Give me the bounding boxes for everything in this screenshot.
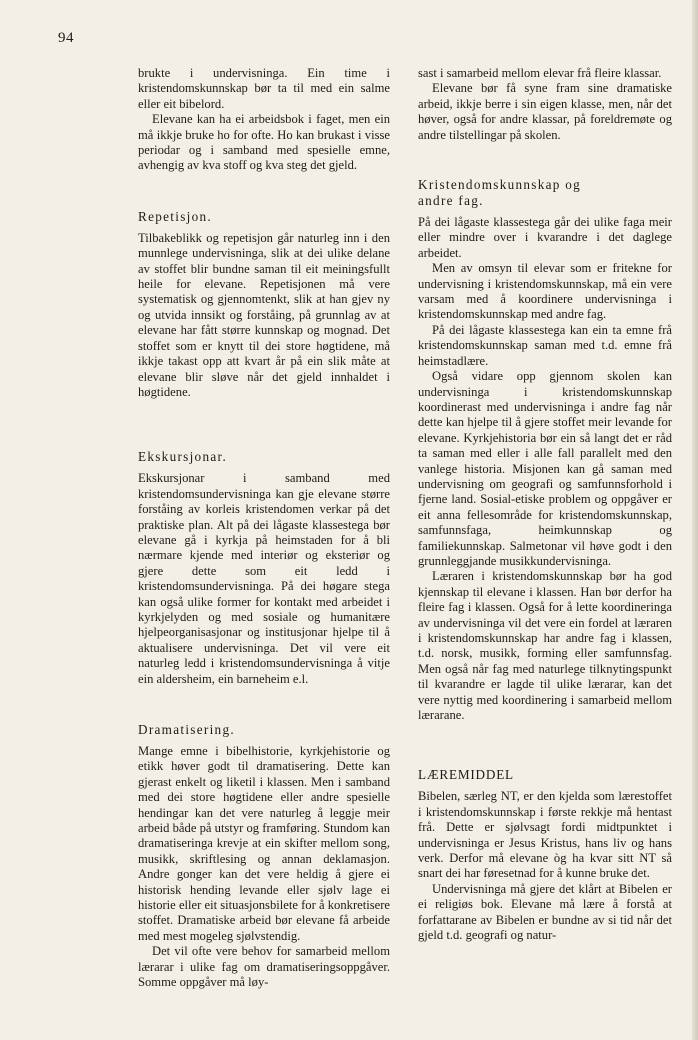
paragraph: Ekskursjonar i samband med kristendomsundervisninga kan gje elevane større forståing av korleis kristendomen verkar på det praktiske plan. Alt på dei lågaste klassestega bør elevane gå i kyrkja på heimstaden for å bli nærmare kjende med interiør og eksteriør og gjere dette som eit ledd i kristendomsundervisninga. På dei høgare stega kan også ulike former for kontakt med arbeidet i kyrkjelyden og med sosiale og humanitære hjelpeorganisasjonar og institusjonar hjelpe til å aktualisere undervisninga. Det vil vere eit naturleg ledd i kristendomsundervisninga å vitje ein aldersheim, ein barneheim e.l. (138, 471, 390, 686)
section-repetisjon (138, 209, 390, 400)
section-dramatisering (138, 722, 390, 991)
paragraph: Elevane kan ha ei arbeidsbok i faget, men ein må ikkje bruke ho for ofte. Ho kan brukast i visse periodar og i samband med spesielle emne, avhengig av kva stoff og kva steg det gjeld. (138, 112, 390, 173)
right-intro (418, 66, 672, 143)
paragraph: sast i samarbeid mellom elevar frå fleire klassar. (418, 66, 662, 80)
paragraph: Bibelen, særleg NT, er den kjelda som lærestoffet i kristendomskunnskap i første rekkje må hentast frå. Dette er sjølvsagt fordi midtpunktet i undervisninga er Jesus Kristus, hans liv og hans verk. Derfor må elevane òg ha kvar sitt NT så snart dei har føresetnad for å kunne bruke det. (418, 789, 672, 881)
paragraph: Men av omsyn til elevar som er fritekne for undervisning i kristendomskunnskap, må ein vere varsam med å koordinere undervisninga i kristendomskunnskap med andre fag. (418, 261, 672, 322)
paragraph: Også vidare opp gjennom skolen kan undervisninga i kristendomskunnskap koordinerast med undervisninga i andre fag når dette kan hjelpe til å gjere stoffet meir levande for elevane. Kyrkjehistoria bør ein så langt det er råd ta saman med eller i alle fall parallelt med den vanlege historia. Misjonen kan gå saman med undervisning om geografi og samfunnsforhold i fjerne land. Sosial-etiske problem og oppgåver er eit anna fellesområde for kristendomskunnskap, samfunnsfaga, heimkunnskap og familiekunnskap. Salmetonar vil høve godt i den grunnleggjande musikkundervisninga. (418, 369, 672, 568)
paragraph: Elevane bør få syne fram sine dramatiske arbeid, ikkje berre i sin eigen klasse, men, når det høver, også for andre klassar, på foreldremøte og andre tilstellingar på skolen. (418, 81, 672, 142)
section-ekskursjonar (138, 449, 390, 687)
left-intro (138, 66, 390, 174)
paragraph: På dei lågaste klassestega går dei ulike faga meir eller mindre over i kvarandre i det daglege arbeidet. (418, 215, 672, 260)
left-column (138, 66, 390, 991)
paragraph: Undervisninga må gjere det klårt at Bibelen er ei religiøs bok. Elevane må lære å forstå at forfattarane av Bibelen er bundne av si tid når det gjeld t.d. geografi og natur- (418, 881, 672, 943)
paragraph: brukte i undervisninga. Ein time i kristendomskunnskap bør ta til med ein salme eller eit bibelord. (138, 66, 390, 111)
paragraph: Læraren i kristendomskunnskap bør ha god kjennskap til elevane i klassen. Han bør derfor ha fleire fag i klassen. Også for å lette koordineringa av undervisninga vil det vere ein fordel at læraren i kristendomskunnskap har andre fag i klassen, t.d. norsk, musikk, forming eller samfunnsfag. Men også når fag med naturlege tilknytingspunkt til kvarandre er lagde til ulike lærarar, kan det vere nyttig med koordinering i samarbeid mellom lærarane. (418, 569, 672, 723)
section-heading: Ekskursjonar. (138, 449, 228, 465)
paragraph: Det vil ofte vere behov for samarbeid mellom lærarar i ulike fag om dramatiseringsoppgåver. Somme oppgåver må løy- (138, 944, 390, 990)
section-heading: Kristendomskunnskap og andre fag. (418, 177, 582, 209)
section-heading: Dramatisering. (138, 722, 235, 737)
page-edge-shadow (692, 0, 698, 1040)
paragraph: Tilbakeblikk og repetisjon går naturleg inn i den munnlege undervisninga, slik at dei ulike delane av stoffet blir bundne saman til eit meiningsfullt heile for elevane. Repetisjonen må vere systematisk og gjennomtenkt, slik at han gjev ny og utvida innsikt og forståing, på grunnlag av at elevane har fått større kunnskap og mognad. Det stoffet som er knytt til dei store høgtidene, må ikkje takast opp att kvart år på ein slik måte at elevane blir sløve når det gjeld innhaldet i høgtidene. (138, 230, 390, 399)
page-number: 94 (58, 30, 74, 46)
section-heading: LÆREMIDDEL (418, 767, 514, 783)
paragraph: Mange emne i bibelhistorie, kyrkjehistorie og etikk høver godt til dramatisering. Dette kan gjerast enkelt og liketil i klassen. Men i samband med dei store høgtidene eller andre spesielle hendingar kan det vere naturleg å leggje meir arbeid både på utstyr og framføring. Stundom kan dramatiseringa krevje at ein skifter mellom song, musikk, skriftlesing og annan deklamasjon. Andre gonger kan det vere heldig å gjere ei historisk hending levande eller sjølv lage ei historie eller eit situasjonsbilete for å konkretisere stoffet. Dramatiske arbeid bør elevane få arbeide med mest mogeleg sjølvstendig. (138, 744, 390, 943)
paragraph: På dei lågaste klassestega kan ein ta emne frå kristendomskunnskap saman med t.d. emne frå heimstadlære. (418, 322, 672, 368)
section-laeremiddel (418, 767, 672, 943)
section-kristendomskunnskap-og-andre-fag (418, 177, 672, 723)
right-column (418, 66, 672, 944)
section-heading: Repetisjon. (138, 208, 213, 224)
